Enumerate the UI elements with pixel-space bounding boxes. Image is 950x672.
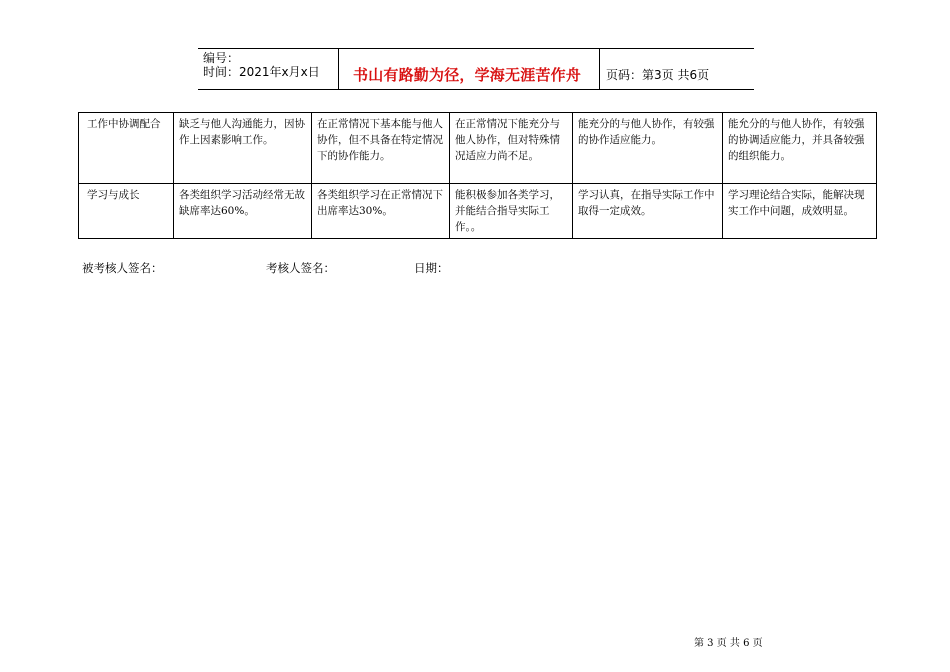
examiner-signature-label: 考核人签名： (266, 261, 335, 275)
table-row (79, 113, 877, 184)
level-cell: 各类组织学习在正常情况下出席率达30%。 (312, 184, 450, 239)
document-header (198, 48, 754, 90)
row-category: 学习与成长 (79, 184, 174, 239)
motto-text: 书山有路勤为径，学海无涯苦作舟 (353, 66, 582, 84)
table-row (79, 184, 877, 239)
evaluation-table (78, 112, 877, 239)
level-cell: 学习认真，在指导实际工作中取得一定成效。 (573, 184, 723, 239)
row-category: 工作中协调配合 (79, 113, 174, 184)
header-info-cell (198, 49, 338, 89)
page-code: 页码：第3页 共6页 (606, 68, 710, 82)
level-cell: 能允分的与他人协作，有较强的协调适应能力，并具备较强的组织能力。 (723, 113, 877, 184)
date-label: 日期： (414, 261, 449, 275)
time-label: 时间：2021年x月x日 (203, 65, 320, 79)
header-motto-cell (338, 49, 600, 89)
examinee-signature-label: 被考核人签名： (82, 261, 163, 275)
level-cell: 缺乏与他人沟通能力，因协作上因素影响工作。 (174, 113, 312, 184)
level-cell: 在正常情况下能充分与他人协作，但对特殊情况适应力尚不足。 (450, 113, 573, 184)
serial-number-label: 编号： (203, 51, 240, 65)
level-cell: 在正常情况下基本能与他人协作，但不具备在特定情况下的协作能力。 (312, 113, 450, 184)
level-cell: 各类组织学习活动经常无故缺席率达60%。 (174, 184, 312, 239)
page-footer: 第 3 页 共 6 页 (694, 638, 763, 649)
level-cell: 能充分的与他人协作，有较强的协作适应能力。 (573, 113, 723, 184)
level-cell: 学习理论结合实际，能解决现实工作中问题，成效明显。 (723, 184, 877, 239)
level-cell: 能积极参加各类学习，并能结合指导实际工作。。 (450, 184, 573, 239)
header-page-cell (600, 49, 754, 89)
